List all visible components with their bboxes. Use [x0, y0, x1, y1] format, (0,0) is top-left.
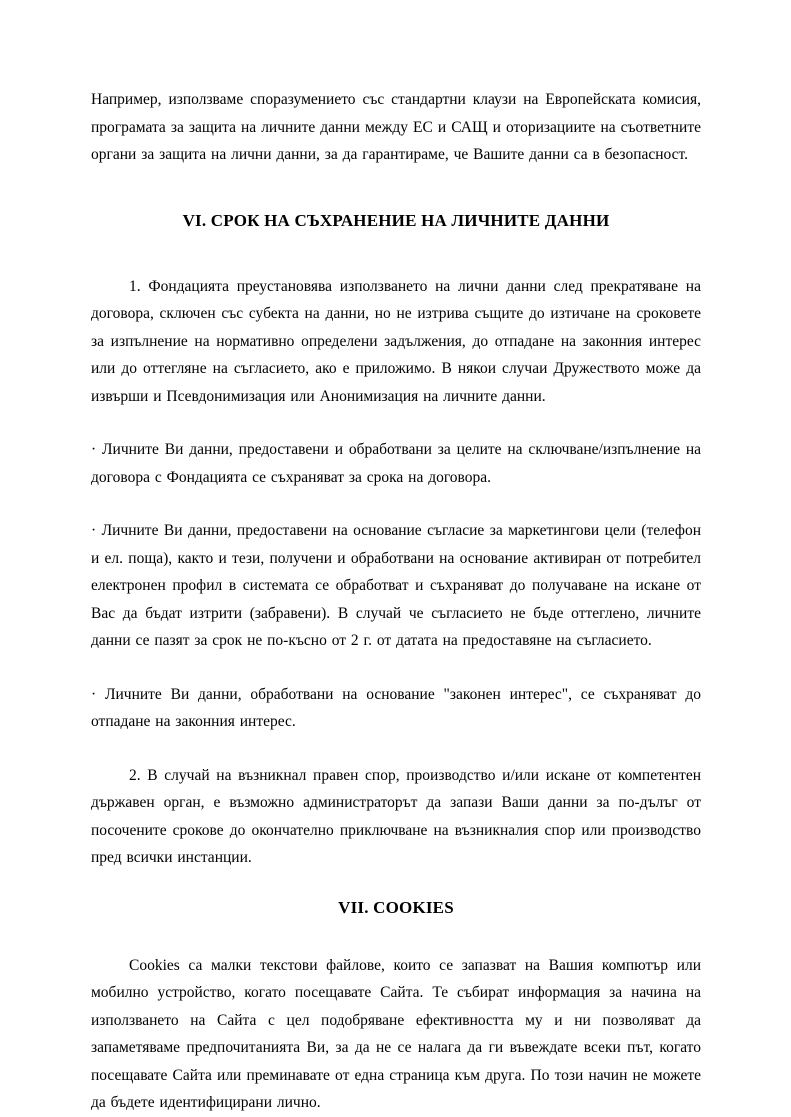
section-vii-paragraph-1: Cookies са малки текстови файлове, които се запазват на Вашия компютър или мобилно устройство, когато посещавате Сайта. Те събират информация за начина на използването на Сайта с цел подобряване ефективността му и ни позволяват да запаметяваме предпочитанията Ви, за да не се налага да ги въвеждате всеки път, когато посещавате Сайта или преминавате от една страница към друга. По този начин не можете да бъдете идентифицирани лично.	[91, 956, 701, 1111]
section-vi-paragraph-1: 1. Фондацията преустановява използването на лични данни след прекратяване на договора, сключен със субекта на данни, но не изтрива същите до изтичане на сроковете за изпълнение на нормативно определени задължения, до отпадане на законния интерес или до оттегляне на съгласието, ако е приложимо. В някои случаи Дружеството може да извърши и Псевдонимизация или Анонимизация на личните данни.	[91, 277, 701, 405]
section-vi-bullet-3: · Личните Ви данни, обработвани на основание "законен интерес", се съхраняват до отпадане на законния интерес.	[91, 685, 701, 730]
section-vi-heading: VI. СРОК НА СЪХРАНЕНИЕ НА ЛИЧНИТЕ ДАННИ	[182, 210, 610, 230]
section-vii-heading: VII. COOKIES	[338, 897, 454, 917]
section-vi-bullet-2: · Личните Ви данни, предоставени на основание съгласие за маркетингови цели (телефон и ел. поща), както и тези, получени и обработвани на основание активиран от потребител електронен профил в системата се обработват и съхраняват до получаване на искане от Вас да бъдат изтрити (забравени). В случай че съгласието не бъде оттеглено, личните данни се пазят за срок не по-късно от 2 г. от датата на предоставяне на съгласието.	[91, 522, 701, 649]
section-vi-paragraph-2: 2. В случай на възникнал правен спор, производство и/или искане от компетентен държавен орган, е възможно администраторът да запази Ваши данни за по-дълъг от посочените срокове до окончателно приключване на възникналия спор или производство пред всички инстанции.	[91, 766, 701, 866]
intro-paragraph: Например, използваме споразумението със стандартни клаузи на Европейската комисия, програмата за защита на личните данни между ЕС и САЩ и оторизациите на съответните органи за защита на лични данни, за да гарантираме, че Вашите данни са в безопасност.	[91, 91, 701, 163]
section-vi-bullet-1: · Личните Ви данни, предоставени и обработвани за целите на сключване/изпълнение на договора с Фондацията се съхраняват за срока на договора.	[91, 441, 701, 486]
